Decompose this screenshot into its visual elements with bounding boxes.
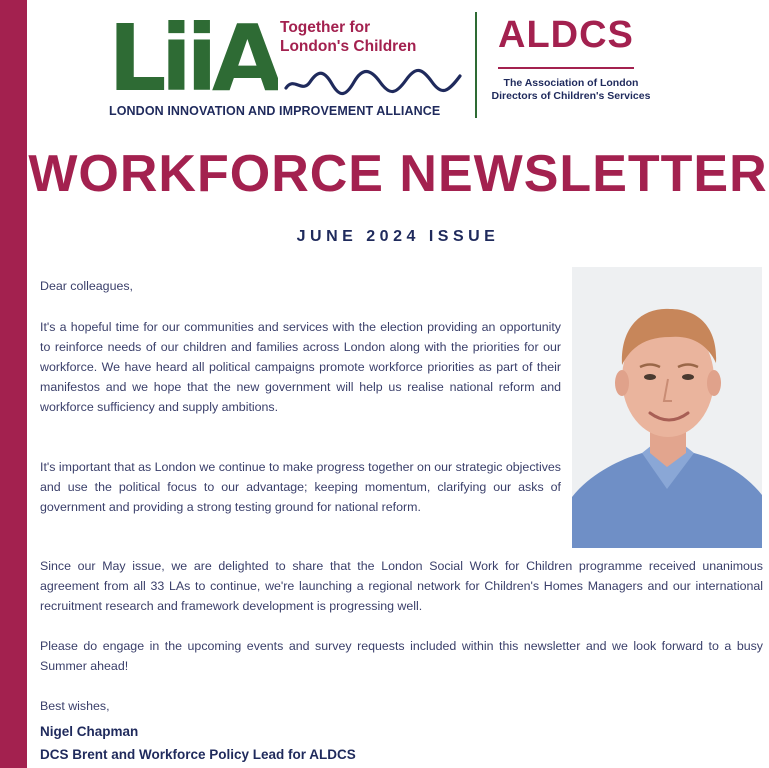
liia-tagline-line2: London's Children (280, 38, 417, 55)
logo-divider (475, 12, 477, 118)
left-accent-bar (0, 0, 27, 768)
letter-paragraph-4: Please do engage in the upcoming events and survey requests included within this newsletter and we look forward to a busy Summer ahead! (40, 639, 763, 673)
portrait-illustration (572, 267, 762, 548)
liia-tagline-line1: Together for (280, 19, 371, 36)
aldcs-rule (498, 67, 634, 69)
liia-fullname: LONDON INNOVATION AND IMPROVEMENT ALLIANCE (109, 104, 441, 118)
letter-greeting: Dear colleagues, (40, 279, 133, 293)
squiggle-wave-icon (284, 62, 464, 102)
aldcs-desc-line2: Directors of Children's Services (491, 90, 651, 102)
liia-letters: LiiA (108, 8, 277, 100)
letter-paragraph-3: Since our May issue, we are delighted to share that the London Social Work for Children programme received unanimous agreement from all 33 LAs to continue, we're launching a regional network for Children's Homes Managers and our international recruitment research and framework development is progressing well. (40, 559, 763, 613)
liia-logo (108, 8, 468, 120)
newsletter-title: WORKFORCE NEWSLETTER (28, 145, 768, 203)
signatory-role: DCS Brent and Workforce Policy Lead for ALDCS (40, 747, 356, 762)
aldcs-title: ALDCS (498, 14, 634, 56)
aldcs-logo (486, 14, 656, 110)
liia-tagline (280, 18, 416, 56)
letter-signoff: Best wishes, (40, 699, 110, 713)
aldcs-description (486, 77, 656, 103)
letter-paragraph-1: It's a hopeful time for our communities and services with the election providing an opportunity to reinforce needs of our children and families across London along with the priorities for our workforce. We have heard all political campaigns promote workforce priorities as part of their manifestos and we hope that the new government will help us realise national reform and workforce sufficiency and supply ambitions. (40, 320, 561, 414)
portrait-photo (572, 267, 762, 548)
issue-label: JUNE 2024 ISSUE (296, 228, 500, 245)
aldcs-desc-line1: The Association of London (503, 77, 639, 89)
letter-paragraph-2: It's important that as London we continue to make progress together on our strategic objectives and use the political focus to our advantage; keeping momentum, clarifying our asks of government and providing a strong testing ground for national reform. (40, 460, 561, 514)
signatory-name: Nigel Chapman (40, 724, 139, 739)
liia-letters-logo (108, 8, 278, 100)
